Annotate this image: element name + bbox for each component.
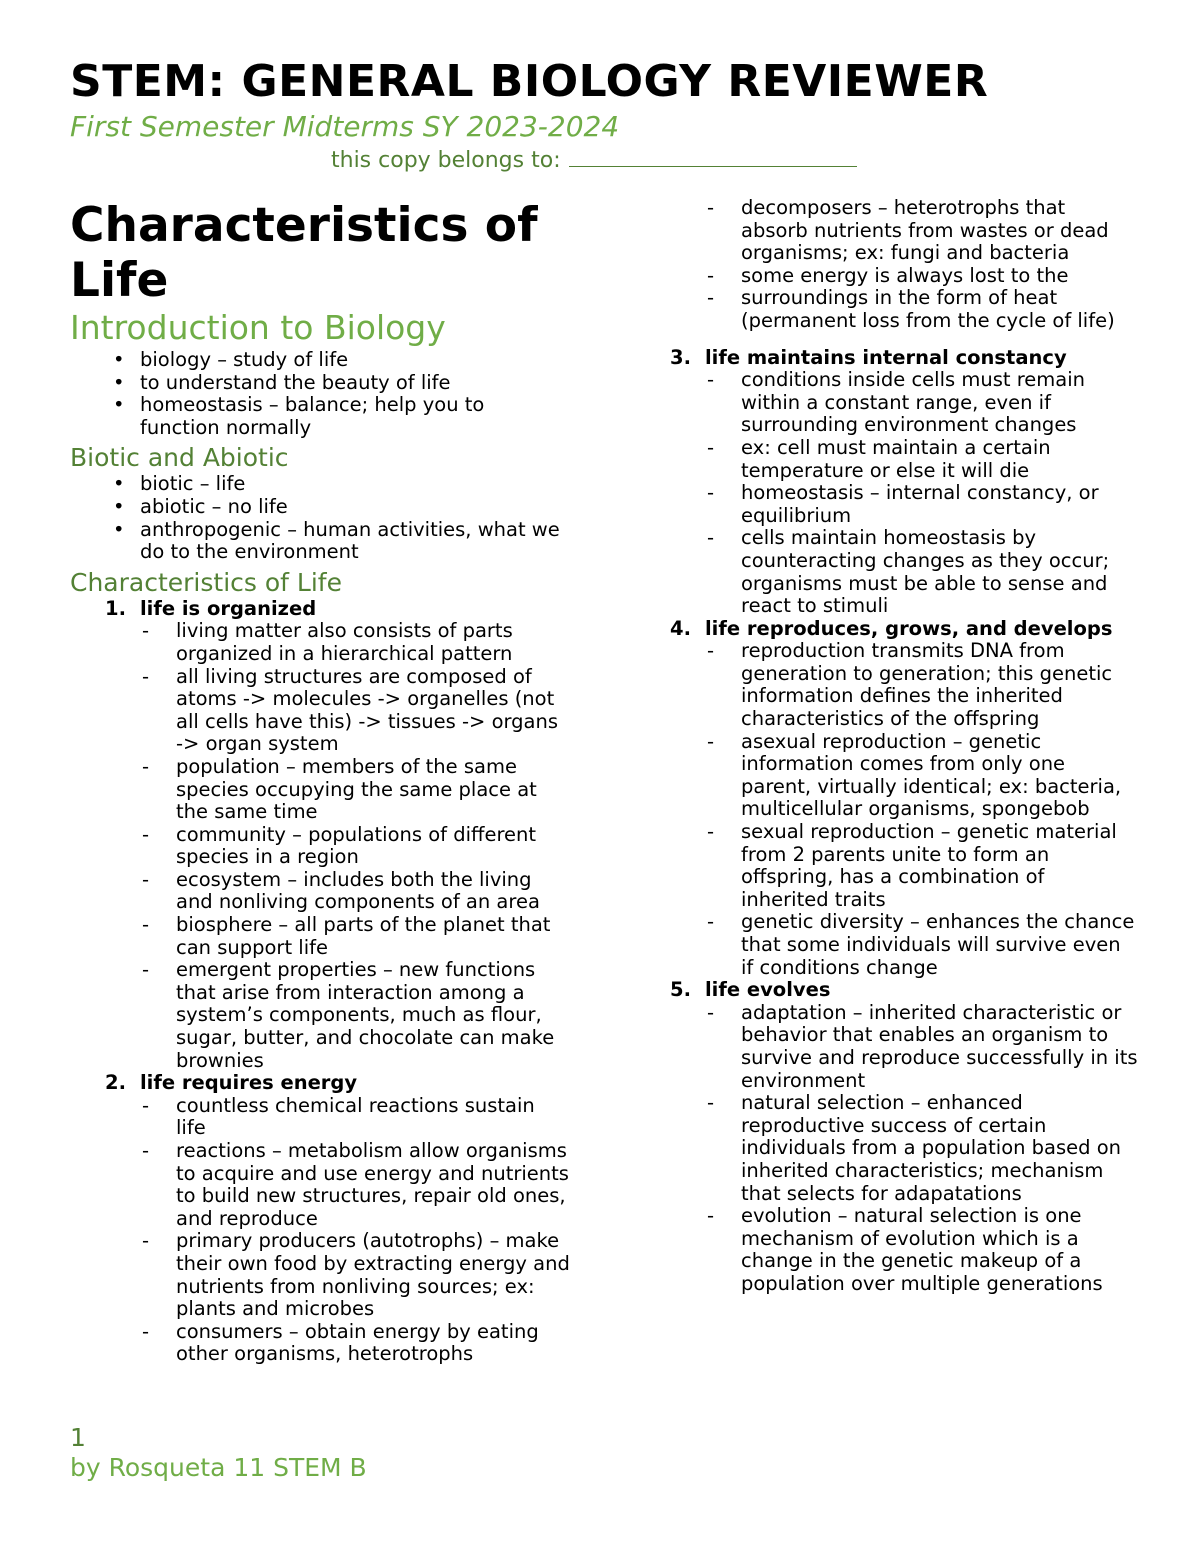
list-item: - community – populations of different species in a region	[70, 824, 570, 869]
list-item: - cells maintain homeostasis by counteracting changes as they occur; organisms must be able to sense and react to stimuli	[668, 527, 1138, 617]
list-item: • anthropogenic – human activities, what we do to the environment	[70, 519, 570, 564]
right-column	[668, 197, 1138, 1296]
document-title: STEM: GENERAL BIOLOGY REVIEWER	[70, 56, 989, 107]
owner-label: this copy belongs to:	[331, 148, 561, 173]
section-list	[668, 640, 1138, 979]
section-number: 4.	[670, 616, 691, 640]
list-item: - biosphere – all parts of the planet that can support life	[70, 914, 570, 959]
section-title: life requires energy	[140, 1071, 358, 1095]
left-column	[70, 198, 570, 1366]
section-number: 3.	[670, 345, 691, 369]
list-item: - natural selection – enhanced reproductive success of certain individuals from a population based on inherited characteristics; mechanism that selects for adapatations	[668, 1092, 1138, 1205]
list-item: - adaptation – inherited characteristic or behavior that enables an organism to survive and reproduce successfully in its environment	[668, 1002, 1138, 1092]
list-item: - conditions inside cells must remain within a constant range, even if surrounding environment changes	[668, 369, 1138, 437]
intro-heading: Introduction to Biology	[70, 308, 446, 347]
list-item: - decomposers – heterotrophs that absorb nutrients from wastes or dead organisms; ex: fungi and bacteria	[668, 197, 1138, 265]
spacer	[668, 333, 1138, 347]
intro-list	[70, 349, 570, 439]
list-item: - asexual reproduction – genetic information comes from only one parent, virtually identical; ex: bacteria, multicellular organisms, spongebob	[668, 731, 1138, 821]
list-item: - population – members of the same species occupying the same place at the same time	[70, 756, 570, 824]
list-item: - some energy is always lost to the	[668, 265, 1138, 288]
list-item: - reactions – metabolism allow organisms to acquire and use energy and nutrients to build new structures, repair old ones, and reproduce	[70, 1140, 570, 1230]
biotic-heading: Biotic and Abiotic	[70, 443, 289, 473]
list-item: - emergent properties – new functions that arise from interaction among a system’s components, much as flour, sugar, butter, and chocolate can make brownies	[70, 959, 570, 1072]
list-item: - countless chemical reactions sustain life	[70, 1095, 570, 1140]
characteristics-heading: Characteristics of Life	[70, 567, 342, 597]
footer-author: by Rosqueta 11 STEM B	[70, 1453, 367, 1482]
list-item: - ex: cell must maintain a certain temperature or else it will die	[668, 437, 1138, 482]
owner-line	[331, 146, 857, 173]
list-item: • biotic – life	[70, 473, 570, 496]
section-heading	[668, 979, 1138, 1002]
continued-list	[668, 197, 1138, 333]
section-list	[70, 1095, 570, 1366]
list-item: - consumers – obtain energy by eating other organisms, heterotrophs	[70, 1321, 570, 1366]
section-list	[668, 369, 1138, 618]
section-title: life maintains internal constancy	[705, 345, 1067, 369]
main-heading: Characteristics of Life	[70, 198, 538, 308]
section-heading	[70, 598, 570, 621]
page-number: 1	[70, 1423, 86, 1452]
section-number: 1.	[105, 596, 126, 620]
list-item: • biology – study of life	[70, 349, 570, 372]
section-number: 2.	[105, 1071, 126, 1095]
document-subtitle: First Semester Midterms SY 2023-2024	[70, 110, 620, 143]
list-item: • homeostasis – balance; help you to function normally	[70, 394, 570, 439]
section-list	[668, 1002, 1138, 1296]
biotic-list	[70, 473, 570, 563]
list-item: - living matter also consists of parts organized in a hierarchical pattern	[70, 620, 570, 665]
list-item: - genetic diversity – enhances the chance that some individuals will survive even if conditions change	[668, 911, 1138, 979]
section-heading	[668, 618, 1138, 641]
list-item: - homeostasis – internal constancy, or equilibrium	[668, 482, 1138, 527]
section-title: life is organized	[140, 596, 317, 620]
section-title: life reproduces, grows, and develops	[705, 616, 1113, 640]
list-item: - surroundings in the form of heat (permanent loss from the cycle of life)	[668, 287, 1138, 332]
section-number: 5.	[670, 978, 691, 1002]
section-heading	[668, 347, 1138, 370]
list-item: - evolution – natural selection is one mechanism of evolution which is a change in the genetic makeup of a population over multiple generations	[668, 1205, 1138, 1295]
list-item: - all living structures are composed of atoms -> molecules -> organelles (not all cells have this) -> tissues -> organs -> organ system	[70, 666, 570, 756]
list-item: • abiotic – no life	[70, 496, 570, 519]
list-item: • to understand the beauty of life	[70, 372, 570, 395]
list-item: - primary producers (autotrophs) – make their own food by extracting energy and nutrients from nonliving sources; ex: plants and microbes	[70, 1230, 570, 1320]
owner-blank	[569, 146, 857, 167]
list-item: - ecosystem – includes both the living and nonliving components of an area	[70, 869, 570, 914]
list-item: - reproduction transmits DNA from generation to generation; this genetic information defines the inherited characteristics of the offspring	[668, 640, 1138, 730]
section-heading	[70, 1072, 570, 1095]
section-title: life evolves	[705, 978, 831, 1002]
list-item: - sexual reproduction – genetic material from 2 parents unite to form an offspring, has a combination of inherited traits	[668, 821, 1138, 911]
section-list	[70, 620, 570, 1072]
